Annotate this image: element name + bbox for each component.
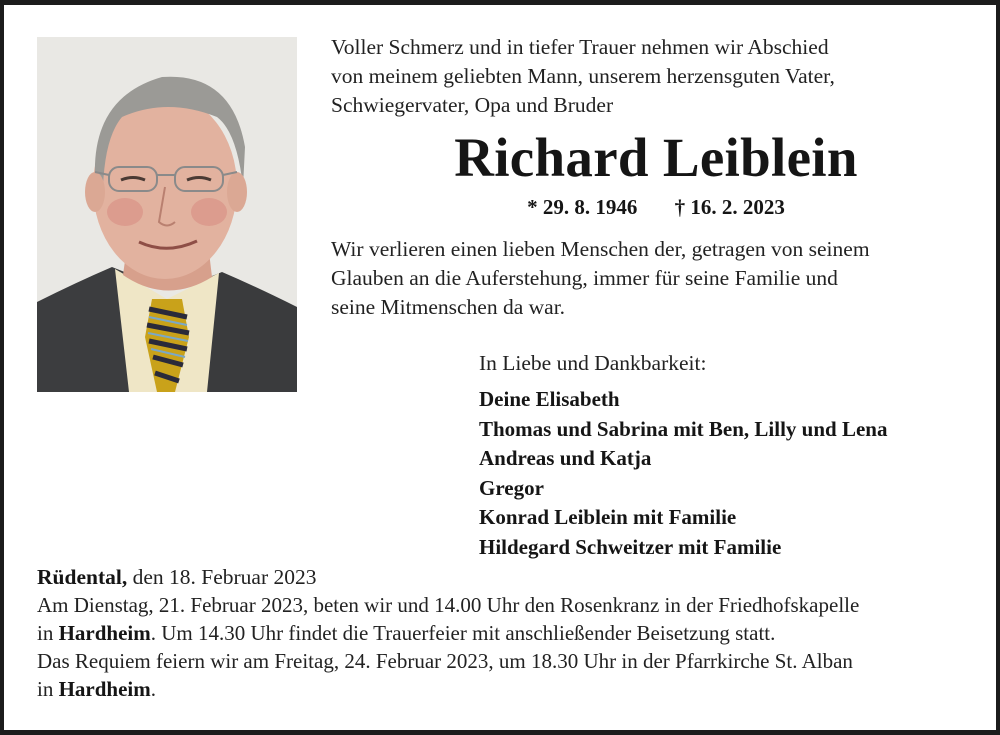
mourner-name: Hildegard Schweitzer mit Familie (479, 534, 782, 559)
location-bold: Hardheim (58, 621, 151, 645)
deceased-name: Richard Leiblein (454, 127, 858, 188)
creed-line: Wir verlieren einen lieben Menschen der, getragen von seinem (331, 237, 870, 261)
service-line: in Hardheim. Um 14.30 Uhr findet die Trauerfeier mit anschließender Beisetzung statt. (37, 621, 776, 645)
creed-line: Glauben an die Auferstehung, immer für seine Familie und (331, 266, 838, 290)
death-date: † 16. 2. 2023 (674, 195, 785, 219)
portrait-illustration (37, 37, 297, 392)
service-line: Das Requiem feiern wir am Freitag, 24. Februar 2023, um 18.30 Uhr in der Pfarrkirche St. Alban (37, 649, 853, 673)
place-date (37, 563, 316, 591)
mourners-heading: In Liebe und Dankbarkeit: (479, 351, 707, 375)
intro-line: Schwiegervater, Opa und Bruder (331, 93, 614, 117)
service-line: in Hardheim. (37, 677, 157, 701)
intro-text (331, 33, 835, 120)
birth-date: * 29. 8. 1946 (527, 195, 638, 219)
location-bold: Hardheim (58, 677, 151, 701)
service-details (37, 591, 859, 703)
notice-date: den 18. Februar 2023 (127, 565, 317, 589)
mourner-name: Gregor (479, 475, 544, 500)
mourner-name: Konrad Leiblein mit Familie (479, 505, 737, 530)
service-line: Am Dienstag, 21. Februar 2023, beten wir und 14.00 Uhr den Rosenkranz in der Friedhofskapelle (37, 593, 860, 617)
obituary-card (4, 5, 996, 730)
creed-line: seine Mitmenschen da war. (331, 295, 566, 319)
mourner-name: Deine Elisabeth (479, 387, 620, 411)
life-dates (331, 194, 981, 220)
intro-line: von meinem geliebten Mann, unserem herzensguten Vater, (331, 64, 835, 88)
mourner-name: Andreas und Katja (479, 446, 652, 471)
intro-line: Voller Schmerz und in tiefer Trauer nehmen wir Abschied (331, 35, 829, 59)
mourner-name: Thomas und Sabrina mit Ben, Lilly und Lena (479, 416, 888, 441)
mourners-list (479, 385, 887, 563)
portrait-photo (37, 37, 297, 392)
place-name: Rüdental, (37, 565, 128, 589)
creed-text (331, 235, 870, 322)
